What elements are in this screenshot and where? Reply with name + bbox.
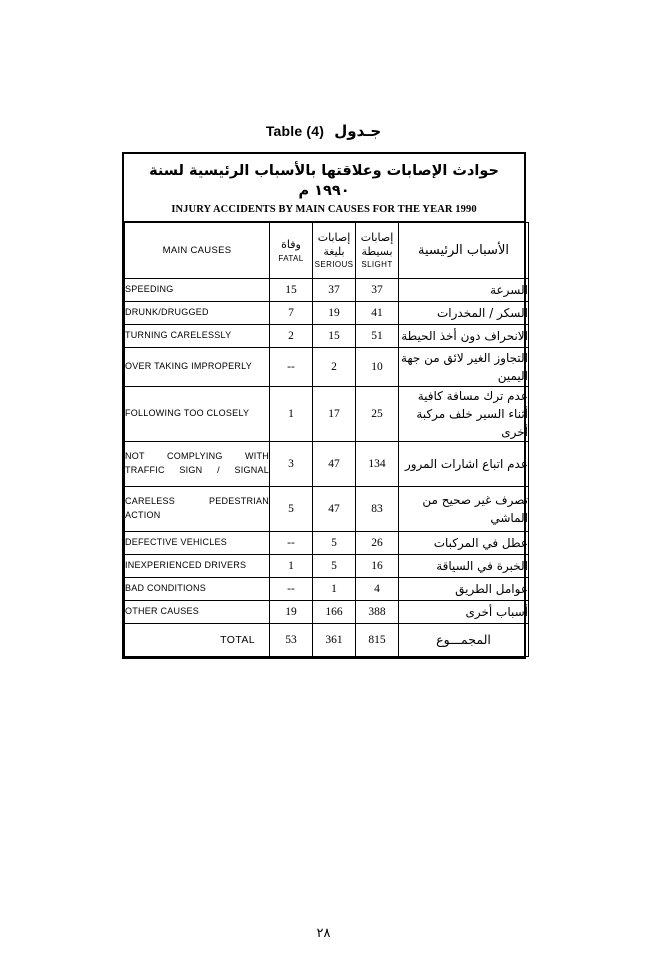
- cause-ar: التجاوز الغير لائق من جهة اليمين: [399, 348, 529, 387]
- table-header-row: [125, 223, 529, 279]
- serious-value: 47: [313, 442, 356, 487]
- serious-value: 5: [313, 532, 356, 555]
- serious-value: 19: [313, 302, 356, 325]
- cause-en: TURNING CARELESSLY: [125, 325, 270, 348]
- total-serious: 361: [313, 624, 356, 657]
- table-row: [125, 578, 529, 601]
- serious-value: 15: [313, 325, 356, 348]
- serious-value: 37: [313, 279, 356, 302]
- header-serious-en: SERIOUS: [314, 260, 354, 270]
- table-row: [125, 325, 529, 348]
- header-fatal-ar: وفاة: [281, 237, 301, 251]
- cause-en: DRUNK/DRUGGED: [125, 302, 270, 325]
- table-row: [125, 442, 529, 487]
- cause-en: NOT COMPLYING WITH TRAFFIC SIGN / SIGNAL: [125, 442, 270, 487]
- header-fatal-en: FATAL: [278, 253, 304, 263]
- slight-value: 4: [356, 578, 399, 601]
- fatal-value: --: [270, 532, 313, 555]
- cause-en: BAD CONDITIONS: [125, 578, 270, 601]
- cause-en: INEXPERIENCED DRIVERS: [125, 555, 270, 578]
- header-serious-ar: إصابات بليغة: [317, 230, 351, 258]
- table-row: [125, 348, 529, 387]
- total-fatal: 53: [270, 624, 313, 657]
- fatal-value: 1: [270, 387, 313, 442]
- cause-en: SPEEDING: [125, 279, 270, 302]
- cause-ar: السكر / المخدرات: [399, 302, 529, 325]
- cause-en: CARELESS PEDESTRIAN ACTION: [125, 487, 270, 532]
- serious-value: 166: [313, 601, 356, 624]
- slight-value: 26: [356, 532, 399, 555]
- table-frame: [122, 152, 526, 659]
- table-row: [125, 302, 529, 325]
- header-slight-en: SLIGHT: [361, 260, 393, 270]
- fatal-value: 19: [270, 601, 313, 624]
- cause-ar: الخبرة في السياقة: [399, 555, 529, 578]
- total-label-en: TOTAL: [125, 624, 270, 657]
- fatal-value: 7: [270, 302, 313, 325]
- header-fatal: [270, 223, 313, 279]
- header-main-causes-en: MAIN CAUSES: [125, 223, 270, 279]
- total-slight: 815: [356, 624, 399, 657]
- header-main-causes-ar: الأسباب الرئيسية: [399, 223, 529, 279]
- cause-ar: عطل في المركبات: [399, 532, 529, 555]
- fatal-value: 15: [270, 279, 313, 302]
- cause-en: FOLLOWING TOO CLOSELY: [125, 387, 270, 442]
- table-caption-en: Table (4): [265, 123, 325, 139]
- serious-value: 5: [313, 555, 356, 578]
- cause-ar: عوامل الطريق: [399, 578, 529, 601]
- slight-value: 83: [356, 487, 399, 532]
- cause-ar: الانحراف دون أخذ الحيطة: [399, 325, 529, 348]
- table-total-row: [125, 624, 529, 657]
- page-number: ٢٨: [316, 926, 331, 941]
- cause-ar: تصرف غير صحيح من الماشي: [399, 487, 529, 532]
- table-title-block: [124, 154, 524, 222]
- table-title-arabic: حوادث الإصابات وعلاقتها بالأسباب الرئيسية لسنة ١٩٩٠ م: [149, 163, 499, 199]
- fatal-value: --: [270, 348, 313, 387]
- cause-en: OTHER CAUSES: [125, 601, 270, 624]
- slight-value: 10: [356, 348, 399, 387]
- table-row: [125, 532, 529, 555]
- cause-ar: السرعة: [399, 279, 529, 302]
- cause-ar: عدم اتباع اشارات المرور: [399, 442, 529, 487]
- serious-value: 1: [313, 578, 356, 601]
- slight-value: 51: [356, 325, 399, 348]
- slight-value: 134: [356, 442, 399, 487]
- slight-value: 16: [356, 555, 399, 578]
- injury-accidents-table: [124, 222, 529, 657]
- total-label-ar: المجمـــوع: [399, 624, 529, 657]
- table-caption: [0, 122, 647, 140]
- table-row: [125, 555, 529, 578]
- table-row: [125, 487, 529, 532]
- table-title-english: INJURY ACCIDENTS BY MAIN CAUSES FOR THE YEAR 1990: [171, 204, 477, 216]
- table-row: [125, 601, 529, 624]
- header-slight: [356, 223, 399, 279]
- cause-ar: عدم ترك مسافة كافية أثناء السير خلف مركبة أخرى: [399, 387, 529, 442]
- header-serious: [313, 223, 356, 279]
- serious-value: 47: [313, 487, 356, 532]
- cause-ar: أسباب أخرى: [399, 601, 529, 624]
- table-caption-ar: جـدول: [334, 122, 382, 140]
- serious-value: 2: [313, 348, 356, 387]
- fatal-value: 2: [270, 325, 313, 348]
- serious-value: 17: [313, 387, 356, 442]
- slight-value: 37: [356, 279, 399, 302]
- table-row: [125, 279, 529, 302]
- fatal-value: --: [270, 578, 313, 601]
- cause-en: OVER TAKING IMPROPERLY: [125, 348, 270, 387]
- cause-en: DEFECTIVE VEHICLES: [125, 532, 270, 555]
- slight-value: 41: [356, 302, 399, 325]
- fatal-value: 5: [270, 487, 313, 532]
- table-row: [125, 387, 529, 442]
- slight-value: 388: [356, 601, 399, 624]
- header-slight-ar: إصابات بسيطة: [360, 230, 394, 258]
- fatal-value: 3: [270, 442, 313, 487]
- slight-value: 25: [356, 387, 399, 442]
- fatal-value: 1: [270, 555, 313, 578]
